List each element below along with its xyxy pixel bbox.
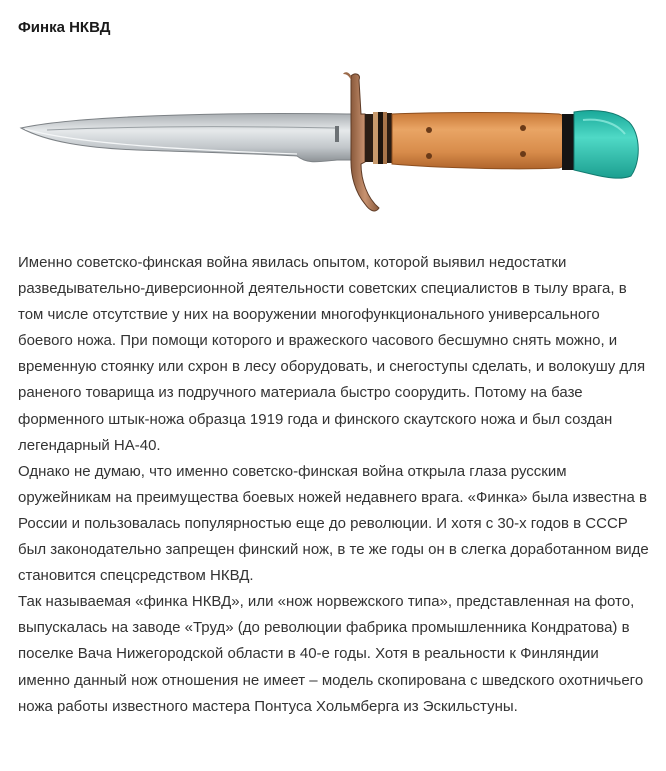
article-body [18,250,654,720]
article-title: Финка НКВД [18,19,111,36]
paragraph: Однако не думаю, что именно советско-финская война открыла глаза русским оружейникам на преимущества боевых ножей недавнего врага. «Финка» была известна в России и пользовалась популярностью еще до революции. И хотя с 30-х годов в СССР был законодательно запрещен финский нож, в те же годы он в слегка доработанном виде становится спецсредством НКВД. [18,462,649,585]
paragraph: Так называемая «финка НКВД», или «нож норвежского типа», представленная на фото, выпускалась на заводе «Труд» (до революции фабрика промышленника Кондратова) в поселке Вача Нижегородской области в 40-е годы. Хотя в реальности к Финляндии именно данный нож отношения не имеет – модель скопирована с шведского охотничьего ножа работы известного мастера Понтуса Хольмберга из Эскильстуны. [18,593,644,715]
knife-photo [17,68,651,220]
paragraph: Именно советско-финская война явилась опытом, которой выявил недостатки разведывательно-диверсионной деятельности советских специалистов в тылу врага, в том числе отсутствие у них на вооружении многофункционального универсального боевого ножа. При помощи которого и вражеского часового бесшумно снять можно, и временную стоянку или схрон в лесу оборудовать, и снегоступы сделать, и волокушу для раненого товарища из подручного материала быстро соорудить. Потому на базе форменного штык-ножа образца 1919 года и финского скаутского ножа и был создан легендарный НА-40. [18,254,646,454]
knife-icon [17,68,651,220]
